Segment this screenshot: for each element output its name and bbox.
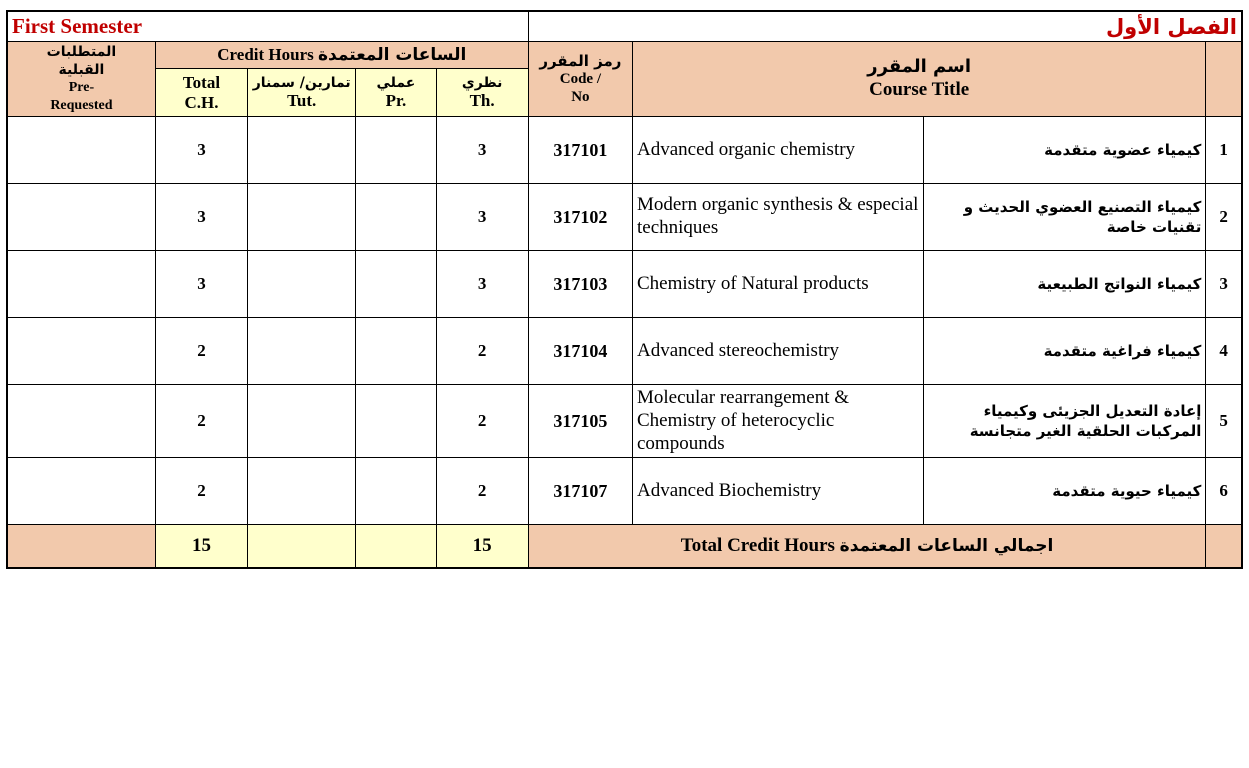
- totals-tutorial: [248, 525, 356, 569]
- totals-total-ch: 15: [155, 525, 247, 569]
- table-footer: [7, 525, 1242, 569]
- row-practical: [356, 251, 436, 318]
- row-pre-requested: [7, 117, 155, 184]
- header-credit-hours-group: [155, 42, 528, 69]
- curriculum-table: [6, 10, 1243, 569]
- totals-row: [7, 525, 1242, 569]
- row-total-ch: 3: [155, 117, 247, 184]
- header-pre-requested: [7, 42, 155, 117]
- table-row: [7, 251, 1242, 318]
- header-course-title-arabic: اسم المقرر: [867, 55, 972, 77]
- row-theoretical: 2: [436, 458, 528, 525]
- totals-pre-cell: [7, 525, 155, 569]
- semester-title-row: [7, 11, 1242, 42]
- row-tutorial: [248, 117, 356, 184]
- header-pre-requested-english-1: Pre-: [68, 80, 95, 95]
- table-row: [7, 318, 1242, 385]
- row-theoretical: 3: [436, 117, 528, 184]
- totals-label-arabic: اجمالي الساعات المعتمدة: [839, 536, 1054, 557]
- row-number: 2: [1206, 184, 1242, 251]
- table-row: [7, 458, 1242, 525]
- row-total-ch: 3: [155, 184, 247, 251]
- row-pre-requested: [7, 251, 155, 318]
- row-course-code: 317104: [528, 318, 632, 385]
- header-pre-requested-arabic-1: المتطلبات: [46, 44, 117, 60]
- header-course-title: [632, 42, 1205, 117]
- row-tutorial: [248, 251, 356, 318]
- row-course-title-arabic: كيمياء التصنيع العضوي الحديث و تقنيات خاصة: [923, 184, 1206, 251]
- row-practical: [356, 117, 436, 184]
- header-pre-requested-english-2: Requested: [50, 97, 113, 113]
- row-course-code: 317107: [528, 458, 632, 525]
- header-theoretical: [436, 69, 528, 117]
- row-theoretical: 3: [436, 251, 528, 318]
- row-number: 6: [1206, 458, 1242, 525]
- header-total-ch-line1: Total: [182, 73, 221, 93]
- row-course-title-english: Molecular rearrangement & Chemistry of heterocyclic compounds: [632, 385, 923, 458]
- row-tutorial: [248, 318, 356, 385]
- header-tutorial-english: Tut.: [287, 90, 317, 110]
- row-course-title-arabic: كيمياء عضوية متقدمة: [923, 117, 1206, 184]
- row-tutorial: [248, 458, 356, 525]
- row-course-title-english: Advanced organic chemistry: [632, 117, 923, 184]
- row-total-ch: 2: [155, 318, 247, 385]
- row-theoretical: 2: [436, 385, 528, 458]
- row-course-code: 317105: [528, 385, 632, 458]
- row-number: 1: [1206, 117, 1242, 184]
- header-total-ch: [155, 69, 247, 117]
- header-course-title-english: Course Title: [869, 79, 970, 101]
- header-course-code: [528, 42, 632, 117]
- header-course-code-english-1: Code /: [559, 71, 601, 87]
- totals-practical: [356, 525, 436, 569]
- row-course-title-arabic: كيمياء حيوية متقدمة: [923, 458, 1206, 525]
- row-pre-requested: [7, 458, 155, 525]
- table-row: [7, 385, 1242, 458]
- totals-theoretical: 15: [436, 525, 528, 569]
- row-practical: [356, 318, 436, 385]
- header-row-group: [7, 42, 1242, 69]
- header-practical: [356, 69, 436, 117]
- header-practical-english: Pr.: [385, 90, 407, 110]
- row-practical: [356, 458, 436, 525]
- row-course-code: 317102: [528, 184, 632, 251]
- header-theoretical-english: Th.: [469, 90, 495, 110]
- row-course-title-english: Chemistry of Natural products: [632, 251, 923, 318]
- table-body: [7, 117, 1242, 525]
- header-credit-hours-english: Credit Hours: [217, 45, 314, 65]
- header-course-code-arabic-1: رمز المقرر: [539, 52, 622, 70]
- row-course-title-english: Advanced Biochemistry: [632, 458, 923, 525]
- table-header: [7, 11, 1242, 117]
- totals-label-english: Total Credit Hours: [680, 535, 835, 557]
- totals-number-cell: [1206, 525, 1242, 569]
- header-credit-hours-arabic: الساعات المعتمدة: [318, 45, 467, 66]
- header-practical-arabic: عملي: [376, 74, 416, 91]
- row-course-title-arabic: إعادة التعديل الجزيئى وكيمياء المركبات الحلقية الغير متجانسة: [923, 385, 1206, 458]
- row-practical: [356, 184, 436, 251]
- row-number: 5: [1206, 385, 1242, 458]
- semester-title-arabic: الفصل الأول: [528, 11, 1242, 42]
- row-course-title-arabic: كيمياء فراغية متقدمة: [923, 318, 1206, 385]
- row-pre-requested: [7, 318, 155, 385]
- row-theoretical: 3: [436, 184, 528, 251]
- table-row: [7, 184, 1242, 251]
- header-pre-requested-arabic-2: القبلية: [58, 61, 105, 78]
- row-course-code: 317103: [528, 251, 632, 318]
- row-pre-requested: [7, 385, 155, 458]
- row-total-ch: 2: [155, 458, 247, 525]
- row-course-title-english: Modern organic synthesis & especial techniques: [632, 184, 923, 251]
- semester-title-english: First Semester: [7, 11, 528, 42]
- row-course-title-arabic: كيمياء النواتج الطبيعية: [923, 251, 1206, 318]
- header-tutorial: [248, 69, 356, 117]
- row-course-code: 317101: [528, 117, 632, 184]
- header-row-number: [1206, 42, 1242, 117]
- row-practical: [356, 385, 436, 458]
- row-total-ch: 3: [155, 251, 247, 318]
- header-theoretical-arabic: نظري: [461, 74, 503, 91]
- header-total-ch-line2: C.H.: [184, 92, 219, 112]
- row-number: 3: [1206, 251, 1242, 318]
- header-tutorial-arabic: تمارين/ سمنار: [252, 74, 351, 91]
- row-total-ch: 2: [155, 385, 247, 458]
- table-row: [7, 117, 1242, 184]
- row-number: 4: [1206, 318, 1242, 385]
- row-pre-requested: [7, 184, 155, 251]
- row-tutorial: [248, 184, 356, 251]
- row-theoretical: 2: [436, 318, 528, 385]
- row-tutorial: [248, 385, 356, 458]
- totals-label: [528, 525, 1206, 569]
- header-course-code-english-2: No: [571, 89, 590, 105]
- row-course-title-english: Advanced stereochemistry: [632, 318, 923, 385]
